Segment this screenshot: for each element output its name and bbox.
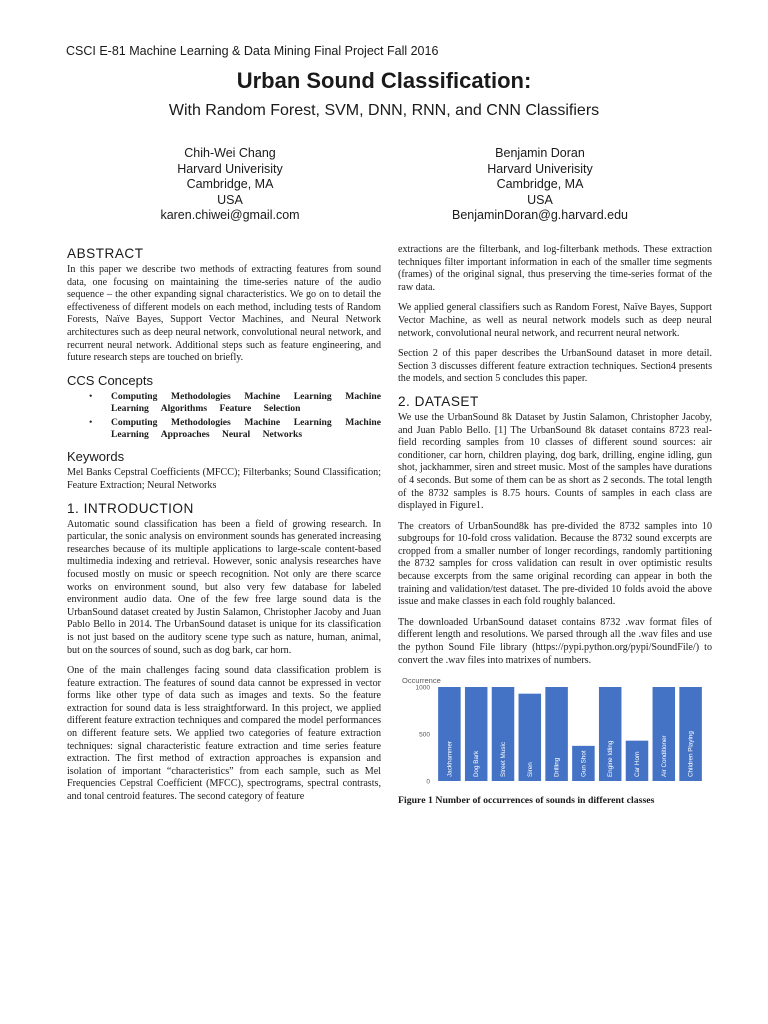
author-country: USA [217,192,243,207]
keywords-text: Mel Banks Cepstral Coefficients (MFCC); Filterbanks; Sound Classification; Feature Extraction; Neural Networks [67,467,381,491]
bar-category-label: Dog Bark [473,750,481,778]
author-email: BenjaminDoran@g.harvard.edu [452,208,628,222]
author-affiliation: Harvard Univerisity [177,161,283,176]
author-block-1 [100,146,360,224]
y-tick-label: 1000 [415,684,430,692]
bar-category-label: Car Horn [634,751,641,778]
bullet-icon: • [89,390,93,402]
paper-title: Urban Sound Classification: [236,68,532,93]
dataset-paragraph: We use the UrbanSound 8k Dataset by Justin Salamon, Christopher Jacoby, and Juan Pablo Bello. [1] The UrbanSound 8k dataset contains 8723 real-field recording samples from 10 classes of different sound sources: air conditioner, car horn, children playing, dog bark, drilling, engine idling, gun shot, jackhammer, siren and street music. Most of the samples have durations of 4 seconds. But some of them can be as short as 2 seconds. The total length of the 8732 samples is 8.75 hours. Counts of samples in each class are displayed in Figure1. [398,411,712,512]
author-location: Cambridge, MA [496,177,584,191]
bar-category-label: Gun Shot [580,750,588,778]
author-affiliation: Harvard Univerisity [487,161,593,176]
author-name: Chih-Wei Chang [184,146,276,160]
bar-category-label: Drilling [553,757,561,778]
left-column [67,246,381,812]
introduction-paragraph: We applied general classifiers such as Random Forest, Naïve Bayes, Support Vector Machine, as well as neural network models such as deep neural network, convolutional neural network, and recurrent neural network. [398,302,712,339]
author-country: USA [527,192,553,207]
bar-category-label: Street Music [500,742,507,778]
bar-category-label: Children Playing [687,731,695,778]
dataset-heading: 2. DATASET [398,393,479,409]
ccs-item: • Computing Methodologies Machine Learning Machine Learning Algorithms Feature Selection [89,390,381,415]
introduction-paragraph: Section 2 of this paper describes the UrbanSound dataset in more detail. Section 3 discusses different feature extraction techniques. Section4 presents the models, and section 5 concludes this paper. [398,348,712,385]
bar-category-label: Air Conditioner [660,735,668,778]
occurrence-bar-chart [400,675,710,793]
introduction-paragraph: Automatic sound classification has been a field of growing research. In particular, the sonic analysis on environment sounds has generated increasing researches because of its multiple applications to large-scale content-based multimedia indexing and retrieval. However, sonic analysis researches have focused mostly on music or speech recognition. Not only are there scarce works on environment sound, but also very few database for labeled environment audio data. One of the few free large sound data is the UrbanSound dataset created by Justin Salamon, Christopher Jacoby and Juan Pablo Bello in 2014. The UrbanSound dataset is unique for its classification is not just based on the auditory scene type such as nature, human, animal, but on the sources of sound, such as dog bark, car horn. [67,518,381,656]
paper-subtitle: With Random Forest, SVM, DNN, RNN, and CNN Classifiers [168,102,600,119]
ccs-heading: CCS Concepts [67,372,153,388]
dataset-paragraph: The downloaded UrbanSound dataset contains 8732 .wav format files of different length and resolutions. We parsed through all the .wav files and use the python Sound File library (https://pypi.python.org/pypi/SoundFile/) to convert the .wav files into matrixes of numbers. [398,616,712,666]
author-location: Cambridge, MA [186,177,274,191]
bar-category-label: Jackhammer [446,741,454,778]
introduction-paragraph: extractions are the filterbank, and log-filterbank methods. These extraction techniques filter important information in each of the smaller time segments (frames) of the original signal, thus preserving the time-series format of the raw data. [398,244,712,293]
keywords-heading: Keywords [67,449,125,465]
bullet-icon: • [89,416,93,428]
bar-category-label: Siren [526,762,534,778]
author-name: Benjamin Doran [495,146,585,160]
bar-category-label: Engine Idling [607,740,615,778]
y-tick-label: 500 [419,731,430,739]
author-email: karen.chiwei@gmail.com [160,208,300,222]
abstract-heading: ABSTRACT [67,246,144,261]
ccs-item: • Computing Methodologies Machine Learning Machine Learning Approaches Neural Networks [89,416,381,440]
author-block-2 [410,146,670,224]
y-axis-label: Occurrence [402,676,441,686]
right-column [398,244,712,808]
running-header: CSCI E-81 Machine Learning & Data Mining Final Project Fall 2016 [66,44,439,58]
ccs-list [67,391,381,442]
introduction-paragraph: One of the main challenges facing sound data classification problem is feature extraction. The features of sound data cannot be expressed in vector forms like other type of data such as images and texts. So the feature extraction for sound data is less straightforward. In this project, we applied different feature extraction techniques and compared the model performances on different feature sets. We applied two categories of feature extraction techniques: signal characteristic feature extraction and time series feature extraction. The first method of extraction approaches is expansion and isolation of important “characteristics” from each sample, such as Mel Frequencies Cepstral Coefficient (MFCC), spectrograms, spectral contrasts, and tonal centroid features. The second category of feature [67,665,381,803]
abstract-text: In this paper we describe two methods of extracting features from sound data, one focusing on maintaining the time-series nature of the audio sequence – the other expanding signal characteristics. We go on to detail the effectiveness of different models on each method, including tests of Random Forests, Naïve Bayes, Support Vector Machines, and Neural Network architectures such as deep neural network, convolutional neural network, and recurrent neural network. Additional steps such as feature engineering, and future research steps are touched on briefly. [67,264,381,364]
y-tick-label: 0 [426,778,430,786]
figure-caption: Figure 1 Number of occurrences of sounds in different classes [398,795,655,807]
dataset-paragraph: The creators of UrbanSound8k has pre-divided the 8732 samples into 10 subgroups for 10-fold cross validation. Because the 8732 sound excerpts are cropped from a smaller number of longer recordings, randomly partitioning the 8732 samples for cross validation can result in over optimistic results because excerpts from the same original recording can appear in both the training and validation/test dataset. The pre-divided 10 folds avoid the above issue and make classes in each fold roughly balanced. [398,520,712,608]
introduction-heading: 1. INTRODUCTION [67,500,194,516]
